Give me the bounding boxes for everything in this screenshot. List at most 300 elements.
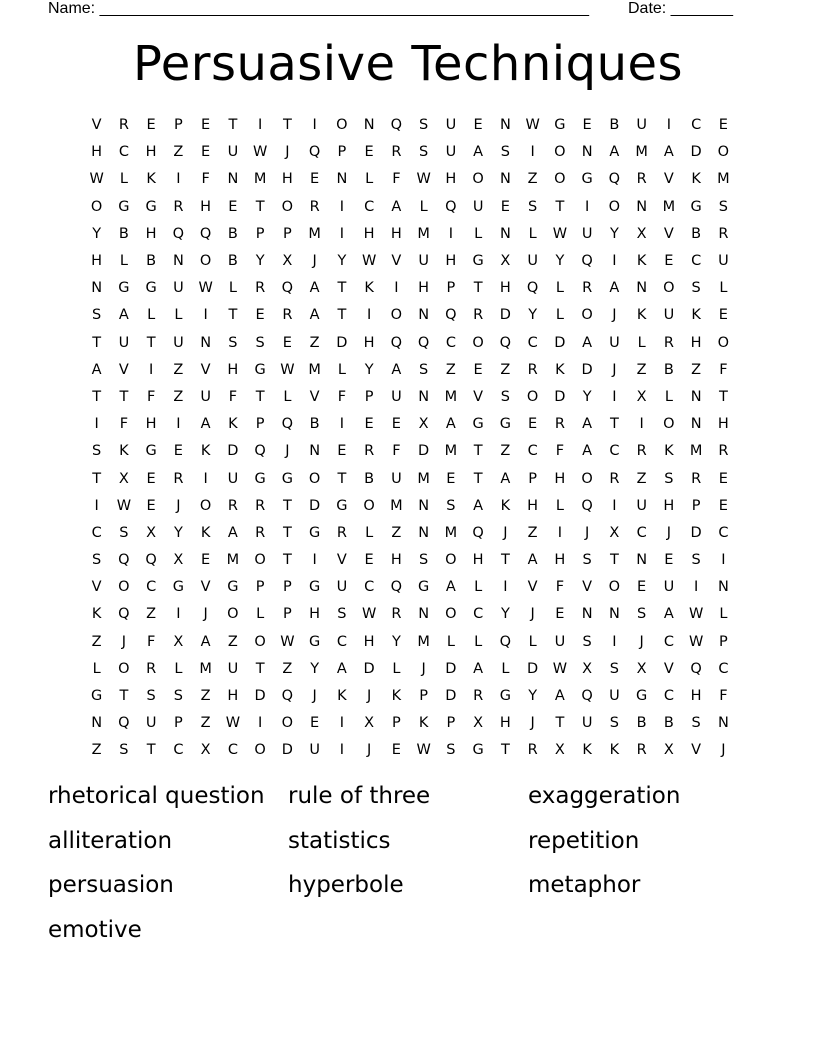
grid-letter: C: [336, 633, 347, 650]
grid-letter: L: [147, 307, 156, 324]
grid-letter: W: [416, 742, 431, 759]
grid-letter: D: [363, 660, 375, 677]
grid-letter: U: [663, 307, 675, 324]
grid-letter: A: [609, 280, 620, 297]
grid-letter: C: [445, 334, 456, 351]
grid-letter: Y: [555, 253, 565, 270]
grid-letter: H: [445, 253, 457, 270]
grid-letter: C: [146, 579, 157, 596]
grid-letter: O: [581, 470, 593, 487]
grid-letter: K: [200, 524, 211, 541]
grid-letter: P: [528, 470, 537, 487]
grid-letter: R: [391, 144, 402, 161]
grid-letter: H: [445, 171, 457, 188]
grid-letter: T: [228, 307, 238, 324]
grid-letter: A: [445, 416, 456, 433]
grid-letter: G: [254, 361, 266, 378]
grid-letter: P: [255, 416, 265, 433]
grid-letter: O: [717, 334, 730, 351]
grid-letter: I: [176, 171, 181, 188]
grid-letter: J: [285, 443, 290, 460]
grid-letter: E: [201, 117, 211, 134]
grid-letter: L: [474, 225, 483, 242]
grid-letter: L: [474, 633, 483, 650]
grid-letter: D: [527, 660, 539, 677]
grid-letter: T: [473, 443, 483, 460]
grid-letter: C: [636, 524, 647, 541]
grid-letter: Z: [173, 144, 184, 161]
grid-letter: S: [173, 688, 183, 705]
grid-letter: S: [146, 688, 156, 705]
grid-letter: E: [255, 307, 265, 324]
grid-letter: A: [445, 579, 456, 596]
grid-letter: A: [227, 524, 238, 541]
grid-letter: A: [473, 144, 484, 161]
grid-letter: B: [309, 416, 320, 433]
grid-letter: G: [309, 524, 321, 541]
grid-letter: L: [501, 660, 510, 677]
grid-letter: S: [92, 443, 102, 460]
grid-letter: U: [445, 144, 457, 161]
grid-letter: B: [609, 117, 620, 134]
grid-letter: E: [146, 497, 156, 514]
grid-row: [83, 302, 737, 329]
grid-letter: G: [254, 470, 266, 487]
grid-letter: N: [172, 253, 184, 270]
grid-letter: R: [636, 443, 647, 460]
grid-letter: O: [608, 198, 621, 215]
grid-letter: E: [637, 579, 647, 596]
grid-letter: A: [200, 633, 211, 650]
grid-letter: M: [199, 660, 212, 677]
grid-letter: K: [636, 253, 647, 270]
grid-letter: N: [418, 388, 430, 405]
grid-row: [83, 166, 737, 193]
grid-letter: W: [688, 606, 704, 623]
grid-letter: L: [256, 606, 265, 623]
grid-letter: E: [555, 606, 565, 623]
grid-letter: I: [503, 579, 508, 596]
grid-letter: T: [718, 388, 728, 405]
grid-letter: R: [282, 307, 293, 324]
grid-letter: R: [691, 470, 702, 487]
grid-letter: C: [691, 117, 702, 134]
grid-letter: U: [336, 579, 348, 596]
grid-row: [83, 248, 737, 275]
grid-letter: V: [91, 579, 102, 596]
grid-row: [83, 438, 737, 465]
grid-letter: R: [173, 470, 184, 487]
grid-letter: T: [555, 198, 565, 215]
grid-letter: B: [636, 715, 647, 732]
grid-letter: J: [503, 524, 508, 541]
grid-letter: F: [392, 443, 401, 460]
grid-letter: O: [254, 552, 266, 569]
grid-letter: I: [612, 633, 617, 650]
grid-letter: A: [473, 497, 484, 514]
grid-letter: Q: [690, 660, 702, 677]
grid-letter: H: [200, 198, 212, 215]
grid-letter: A: [582, 443, 593, 460]
grid-letter: D: [499, 307, 511, 324]
grid-letter: E: [446, 470, 456, 487]
grid-letter: Z: [200, 715, 211, 732]
grid-letter: E: [364, 416, 374, 433]
grid-letter: Y: [528, 307, 538, 324]
grid-letter: B: [146, 253, 157, 270]
grid-letter: E: [310, 171, 320, 188]
grid-letter: J: [584, 524, 590, 541]
grid-row: [83, 493, 737, 520]
grid-letter: C: [691, 253, 702, 270]
grid-letter: P: [446, 280, 456, 297]
grid-letter: X: [118, 470, 129, 487]
grid-letter: A: [309, 280, 320, 297]
grid-letter: O: [554, 144, 566, 161]
grid-letter: S: [419, 361, 429, 378]
grid-letter: E: [310, 715, 320, 732]
grid-letter: D: [554, 334, 566, 351]
grid-letter: X: [418, 416, 429, 433]
grid-letter: R: [391, 606, 402, 623]
grid-letter: S: [255, 334, 265, 351]
grid-letter: T: [282, 524, 292, 541]
grid-letter: O: [663, 280, 675, 297]
grid-letter: M: [444, 443, 458, 460]
grid-letter: G: [690, 198, 702, 215]
grid-letter: U: [609, 688, 620, 705]
grid-row: [83, 520, 737, 547]
grid-letter: O: [472, 334, 484, 351]
grid-letter: J: [366, 742, 372, 759]
grid-letter: X: [636, 225, 647, 242]
grid-letter: E: [173, 443, 183, 460]
grid-letter: G: [636, 688, 648, 705]
grid-letter: B: [663, 361, 674, 378]
grid-letter: Q: [472, 524, 484, 541]
grid-letter: D: [690, 144, 702, 161]
grid-letter: G: [554, 117, 566, 134]
grid-letter: P: [255, 225, 265, 242]
grid-letter: A: [582, 416, 593, 433]
grid-letter: L: [528, 225, 537, 242]
grid-letter: C: [718, 660, 729, 677]
grid-letter: I: [693, 579, 699, 596]
grid-letter: A: [200, 416, 211, 433]
word-list-item: statistics: [288, 827, 391, 854]
grid-letter: T: [255, 660, 265, 677]
date-field-label: Date: _______: [628, 0, 733, 17]
grid-letter: N: [227, 171, 239, 188]
grid-letter: N: [499, 171, 511, 188]
grid-letter: N: [690, 388, 702, 405]
grid-letter: T: [473, 280, 483, 297]
word-list-item: emotive: [48, 916, 142, 943]
grid-letter: Q: [172, 225, 185, 242]
grid-letter: I: [612, 497, 617, 514]
grid-letter: T: [92, 334, 102, 351]
grid-letter: R: [527, 742, 538, 759]
grid-letter: S: [691, 280, 701, 297]
grid-letter: V: [200, 579, 211, 596]
grid-letter: G: [418, 579, 430, 596]
grid-letter: D: [418, 443, 430, 460]
grid-letter: N: [418, 497, 430, 514]
grid-letter: U: [581, 715, 593, 732]
grid-letter: I: [94, 497, 99, 514]
grid-letter: R: [473, 688, 484, 705]
grid-letter: G: [145, 198, 157, 215]
grid-letter: N: [200, 334, 212, 351]
grid-letter: S: [337, 606, 347, 623]
grid-letter: E: [582, 117, 592, 134]
grid-letter: Q: [281, 688, 294, 705]
grid-letter: W: [280, 361, 295, 378]
grid-letter: J: [176, 497, 181, 514]
grid-letter: V: [691, 742, 702, 759]
grid-letter: I: [257, 715, 263, 732]
grid-letter: Y: [310, 660, 320, 677]
grid-letter: P: [255, 579, 265, 596]
grid-letter: T: [337, 307, 347, 324]
grid-letter: T: [282, 497, 292, 514]
grid-letter: J: [121, 633, 127, 650]
grid-letter: K: [146, 171, 156, 188]
grid-letter: O: [445, 606, 457, 623]
grid-letter: N: [636, 552, 648, 569]
grid-letter: I: [339, 225, 345, 242]
grid-letter: H: [499, 715, 511, 732]
grid-letter: B: [227, 225, 238, 242]
grid-letter: N: [717, 579, 729, 596]
grid-letter: A: [582, 334, 593, 351]
grid-letter: A: [309, 307, 320, 324]
grid-letter: E: [500, 198, 510, 215]
grid-letter: U: [227, 144, 239, 161]
grid-letter: Q: [118, 606, 130, 623]
grid-letter: M: [417, 633, 430, 650]
grid-letter: C: [118, 144, 129, 161]
grid-letter: N: [690, 416, 702, 433]
grid-letter: D: [309, 497, 321, 514]
grid-letter: P: [364, 388, 374, 405]
grid-letter: M: [717, 171, 730, 188]
grid-letter: Z: [391, 524, 402, 541]
grid-letter: P: [337, 144, 347, 161]
grid-letter: C: [718, 524, 729, 541]
grid-letter: G: [227, 579, 239, 596]
grid-letter: R: [718, 443, 729, 460]
grid-letter: T: [255, 388, 265, 405]
grid-letter: E: [718, 497, 728, 514]
grid-letter: B: [691, 225, 702, 242]
grid-letter: Y: [500, 606, 510, 623]
grid-letter: L: [92, 660, 101, 677]
grid-letter: Q: [390, 579, 403, 596]
grid-letter: X: [473, 715, 484, 732]
grid-letter: U: [118, 334, 130, 351]
grid-letter: P: [283, 606, 292, 623]
grid-letter: Z: [91, 633, 102, 650]
grid-letter: M: [308, 225, 321, 242]
grid-letter: I: [148, 361, 154, 378]
grid-letter: O: [281, 715, 294, 732]
grid-letter: L: [528, 633, 537, 650]
grid-letter: Q: [281, 416, 294, 433]
grid-letter: E: [664, 253, 674, 270]
grid-letter: Q: [499, 334, 512, 351]
grid-letter: A: [500, 470, 511, 487]
grid-letter: U: [663, 579, 675, 596]
grid-row: [83, 357, 737, 384]
grid-letter: Q: [581, 497, 593, 514]
grid-letter: M: [662, 198, 676, 215]
grid-letter: X: [636, 388, 647, 405]
grid-letter: O: [581, 307, 593, 324]
grid-letter: E: [282, 334, 292, 351]
grid-letter: E: [718, 117, 728, 134]
grid-letter: D: [445, 688, 457, 705]
grid-letter: N: [418, 606, 430, 623]
grid-letter: K: [555, 361, 565, 378]
grid-letter: S: [419, 552, 429, 569]
grid-letter: W: [89, 171, 104, 188]
grid-letter: J: [421, 660, 426, 677]
grid-letter: U: [309, 742, 320, 759]
grid-letter: V: [663, 225, 674, 242]
word-list-item: alliteration: [48, 827, 173, 854]
grid-letter: D: [690, 524, 702, 541]
grid-letter: U: [200, 388, 211, 405]
grid-letter: X: [364, 715, 375, 732]
grid-letter: Q: [417, 334, 430, 351]
grid-letter: F: [228, 388, 238, 405]
grid-letter: Z: [500, 443, 511, 460]
grid-letter: Z: [636, 361, 647, 378]
grid-letter: U: [418, 253, 429, 270]
grid-letter: F: [719, 361, 728, 378]
grid-letter: L: [337, 361, 346, 378]
grid-letter: I: [721, 552, 726, 569]
grid-letter: M: [444, 388, 458, 405]
grid-letter: Z: [636, 470, 647, 487]
grid-letter: L: [365, 171, 374, 188]
grid-letter: T: [500, 742, 510, 759]
grid-letter: K: [636, 307, 647, 324]
grid-letter: H: [227, 688, 239, 705]
grid-letter: H: [472, 552, 484, 569]
grid-letter: H: [527, 497, 539, 514]
grid-letter: H: [418, 280, 430, 297]
grid-letter: N: [717, 715, 729, 732]
grid-letter: N: [608, 606, 620, 623]
grid-letter: U: [391, 388, 402, 405]
grid-letter: T: [92, 470, 102, 487]
grid-letter: W: [252, 144, 268, 161]
grid-letter: R: [118, 117, 129, 134]
grid-letter: W: [552, 225, 568, 242]
grid-letter: S: [528, 198, 538, 215]
grid-letter: S: [582, 552, 592, 569]
grid-letter: W: [116, 497, 132, 514]
grid-letter: C: [663, 688, 674, 705]
grid-letter: P: [691, 497, 701, 514]
grid-letter: X: [146, 524, 157, 541]
grid-letter: O: [717, 144, 730, 161]
grid-row: [83, 629, 737, 656]
grid-letter: E: [391, 416, 401, 433]
grid-letter: I: [339, 416, 345, 433]
grid-letter: O: [118, 660, 130, 677]
grid-letter: L: [419, 198, 428, 215]
grid-letter: I: [257, 117, 263, 134]
grid-letter: A: [391, 198, 402, 215]
grid-letter: I: [584, 198, 590, 215]
grid-letter: G: [472, 742, 484, 759]
grid-letter: N: [91, 715, 103, 732]
grid-letter: Z: [146, 606, 157, 623]
grid-letter: M: [417, 470, 430, 487]
grid-letter: D: [336, 334, 348, 351]
grid-letter: Z: [200, 688, 211, 705]
grid-letter: A: [336, 660, 347, 677]
grid-letter: Y: [255, 253, 265, 270]
grid-letter: L: [637, 334, 646, 351]
grid-letter: G: [499, 416, 511, 433]
grid-letter: L: [446, 633, 455, 650]
grid-letter: E: [391, 742, 401, 759]
grid-letter: N: [336, 171, 348, 188]
grid-letter: L: [392, 660, 401, 677]
word-list: [48, 776, 768, 954]
grid-letter: G: [309, 633, 321, 650]
grid-letter: G: [581, 171, 593, 188]
grid-letter: K: [500, 497, 511, 514]
grid-letter: C: [609, 443, 620, 460]
grid-row: [83, 194, 737, 221]
grid-letter: T: [337, 280, 347, 297]
grid-row: [83, 465, 737, 492]
grid-letter: Y: [582, 388, 592, 405]
grid-letter: Q: [445, 307, 457, 324]
grid-row: [83, 139, 737, 166]
grid-letter: T: [255, 198, 265, 215]
page-title: Persuasive Techniques: [132, 36, 684, 92]
grid-letter: I: [530, 144, 535, 161]
grid-letter: M: [226, 552, 240, 569]
grid-letter: Q: [254, 443, 266, 460]
grid-letter: E: [473, 117, 483, 134]
grid-letter: L: [719, 280, 728, 297]
grid-letter: Q: [526, 280, 539, 297]
grid-letter: I: [557, 524, 563, 541]
grid-letter: U: [173, 280, 184, 297]
grid-letter: P: [419, 688, 428, 705]
grid-letter: G: [499, 688, 511, 705]
grid-letter: G: [91, 688, 103, 705]
grid-letter: G: [281, 470, 293, 487]
grid-letter: E: [337, 443, 347, 460]
grid-letter: L: [174, 307, 183, 324]
grid-letter: Q: [581, 688, 593, 705]
grid-letter: T: [609, 552, 619, 569]
grid-letter: H: [554, 470, 566, 487]
grid-letter: D: [445, 660, 457, 677]
grid-letter: H: [690, 334, 702, 351]
grid-letter: F: [146, 633, 156, 650]
grid-letter: Q: [608, 171, 621, 188]
grid-letter: S: [691, 552, 701, 569]
